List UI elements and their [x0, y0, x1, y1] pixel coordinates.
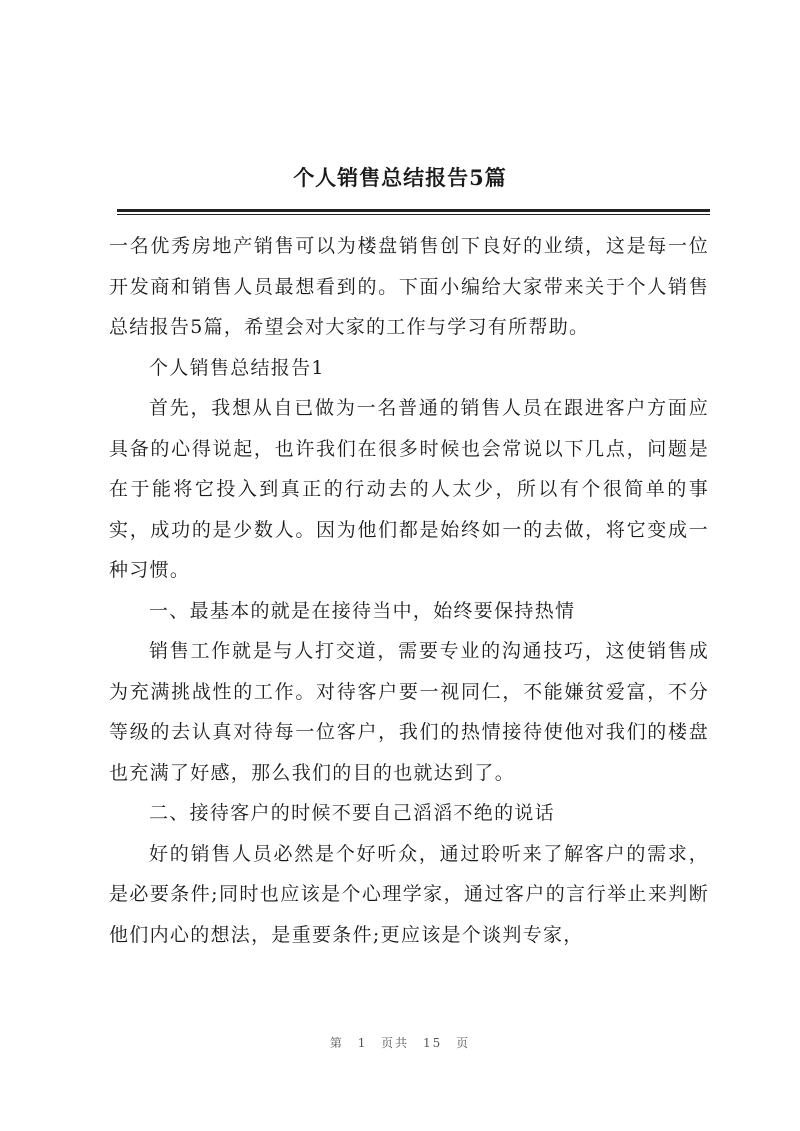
footer-prefix: 第 [329, 1036, 344, 1050]
footer-suffix: 页 [456, 1036, 471, 1050]
section-heading: 个人销售总结报告1 [149, 356, 325, 379]
title-divider-thin [117, 214, 710, 215]
body-paragraph: 销售工作就是与人打交道，需要专业的沟通技巧，这使销售成为充满挑战性的工作。对待客户要一视同仁，不能嫌贫爱富，不分等级的去认真对待每一位客户，我们的热情接待使他对我们的楼盘也充满了好感，那么我们的目的也就达到了。 [109, 640, 709, 784]
document-body [109, 226, 709, 955]
title-divider [117, 209, 710, 212]
intro-paragraph: 一名优秀房地产销售可以为楼盘销售创下良好的业绩，这是每一位开发商和销售人员最想看到的。下面小编给大家带来关于个人销售总结报告5篇，希望会对大家的工作与学习有所帮助。 [109, 235, 709, 338]
footer-current-page: 1 [357, 1036, 368, 1050]
body-paragraph: 好的销售人员必然是个好听众，通过聆听来了解客户的需求，是必要条件;同时也应该是个心理学家，通过客户的言行举止来判断他们内心的想法，是重要条件;更应该是个谈判专家， [109, 842, 709, 946]
body-paragraph: 首先，我想从自已做为一名普通的销售人员在跟进客户方面应具备的心得说起，也许我们在很多时候也会常说以下几点，问题是在于能将它投入到真正的行动去的人太少，所以有个很简单的事实，成功的是少数人。因为他们都是始终如一的去做，将它变成一种习惯。 [109, 397, 709, 581]
subheading: 一、最基本的就是在接待当中，始终要保持热情 [149, 599, 576, 622]
footer-total-pages: 15 [423, 1036, 443, 1050]
page-footer [0, 1034, 800, 1051]
subheading: 二、接待客户的时候不要自己滔滔不绝的说话 [149, 802, 556, 824]
footer-middle: 页共 [381, 1036, 410, 1050]
document-title: 个人销售总结报告5篇 [293, 165, 507, 190]
